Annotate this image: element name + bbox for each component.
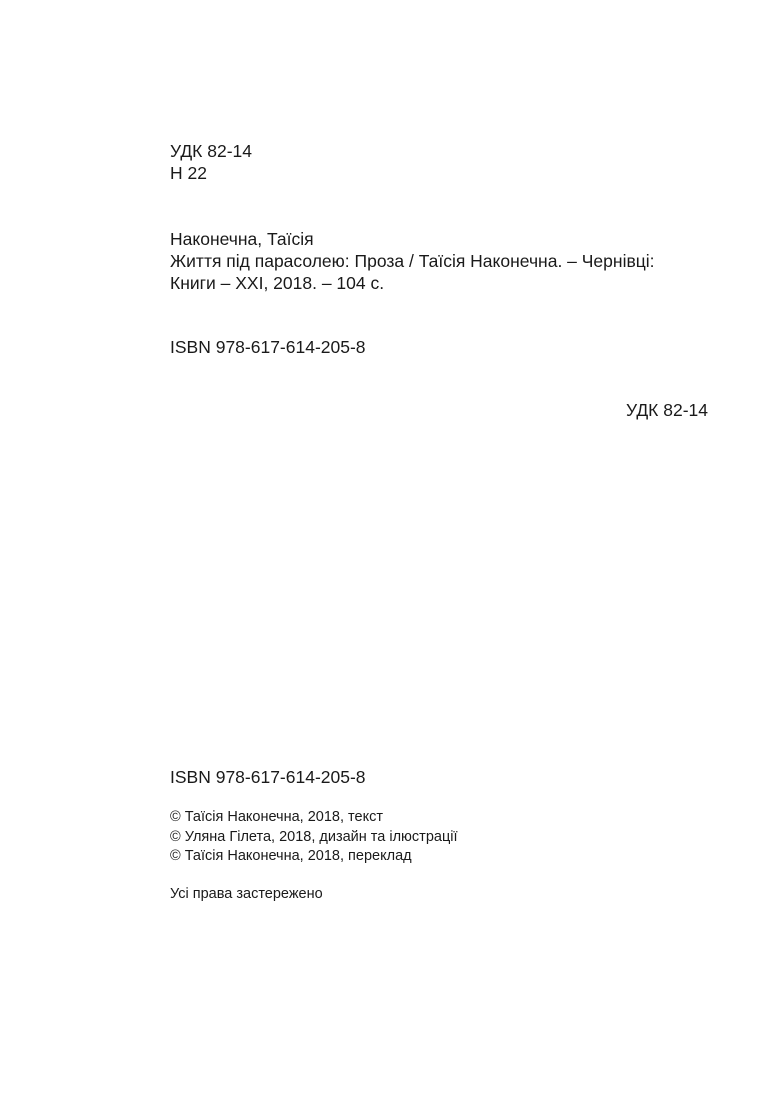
rights-block [170,885,323,905]
udk-block [170,140,252,184]
author-mark: Н 22 [170,163,207,183]
title-line: Життя під парасолею: Проза / Таїсія Наконечна. – Чернівці: [170,251,655,271]
publisher-line: Книги – XXI, 2018. – 104 с. [170,273,385,293]
copyright-line-text: © Таїсія Наконечна, 2018, текст [170,809,383,825]
bibliographic-block [170,228,655,294]
rights-reserved: Усі права застережено [170,886,323,902]
copyright-line-translation: © Таїсія Наконечна, 2018, переклад [170,848,412,864]
isbn-bottom-block [170,766,366,788]
copyright-block [170,808,458,867]
author-name: Наконечна, Таїсія [170,229,314,249]
isbn-top: ISBN 978-617-614-205-8 [170,337,366,357]
isbn-top-block [170,336,366,358]
udk-right: УДК 82-14 [626,400,708,420]
copyright-line-design: © Уляна Гілета, 2018, дизайн та ілюстрації [170,828,458,845]
udk-code: УДК 82-14 [170,141,252,161]
isbn-bottom: ISBN 978-617-614-205-8 [170,767,366,787]
